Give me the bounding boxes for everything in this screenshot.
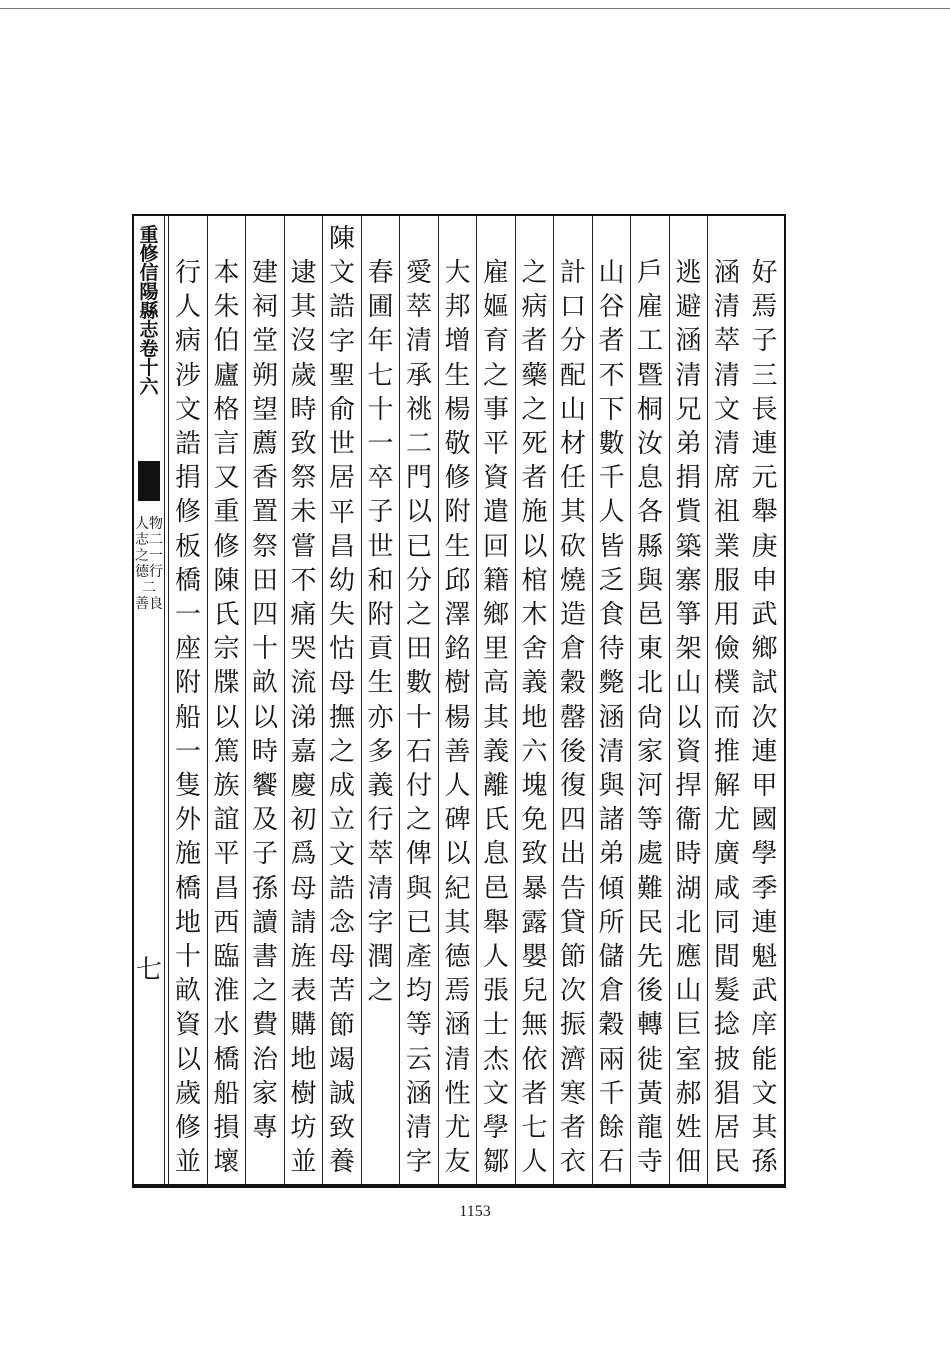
column-text: 本朱伯廬格言又重修陳氏宗牒以篤族誼平昌西臨淮水橋船損壞 — [213, 258, 240, 1178]
column-text: 涵清萃清文清席祖業服用儉樸而推解尤廣咸同間髮捻披猖居民 — [713, 258, 740, 1178]
fish-tail-marker — [138, 461, 160, 501]
text-column — [553, 216, 591, 1186]
column-text: 戶雇工暨桐汝息各縣與邑東北尙家河等處難民先後轉徙黃龍寺 — [636, 258, 663, 1178]
text-column — [707, 216, 745, 1186]
section-heading: 人物志二之一 德行二 善良 — [135, 516, 163, 612]
column-text: 好焉子三長連元舉庚申武鄉試次連甲國學季連魁武庠能文其孫 — [751, 258, 778, 1178]
column-text: 逮其沒歲時致祭未嘗不痛哭流涕嘉慶初爲母請旌表購地樹坊並 — [290, 258, 317, 1178]
column-text: 山谷者不下數千人皆乏食待斃涵清與諸弟傾所儲倉穀兩千餘石 — [598, 258, 625, 1178]
column-text: 大邦增生楊敬修附生邱澤銘樹楊善人碑以紀其德焉涵清性尤友 — [444, 258, 471, 1178]
column-text: 之病者藥之死者施以棺木舍義地六塊免致暴露嬰兒無依者七人 — [521, 258, 548, 1178]
column-text: 陳文誥字聖俞世居平昌幼失怙母撫之成立文誥念母苦節竭誠致養 — [328, 224, 355, 1178]
text-column — [630, 216, 668, 1186]
text-column — [322, 216, 360, 1186]
text-column — [284, 216, 322, 1186]
folio-number: 七 — [135, 955, 162, 985]
column-text: 雇嫗育之事平資遣回籍鄉里高其義離氏息邑舉人張士杰文學鄒 — [482, 258, 509, 1178]
column-text: 計口分配山材任其砍燒造倉穀罄後復四出告貸節次振濟寒者衣 — [559, 258, 586, 1178]
text-column — [245, 216, 283, 1186]
column-text: 行人病涉文誥捐修板橋一座附船一隻外施橋地十畝資以歲修並 — [174, 258, 201, 1178]
text-column — [592, 216, 630, 1186]
text-column — [207, 216, 245, 1186]
text-column — [361, 216, 399, 1186]
top-rule — [0, 8, 950, 9]
column-text: 愛萃清承祧二門以已分之田數十石付之俾與已產均等云涵清字 — [405, 258, 432, 1178]
text-column — [168, 216, 206, 1186]
margin-column — [134, 216, 165, 1186]
text-column — [438, 216, 476, 1186]
text-column — [476, 216, 514, 1186]
text-column — [515, 216, 553, 1186]
page-number: 1153 — [459, 1203, 491, 1220]
column-text: 建祠堂朔望薦香置祭田四十畝以 時饗及子孫讀書之費治家專 — [251, 258, 278, 1144]
book-title: 重修信陽縣志卷十六 — [139, 224, 159, 398]
text-column — [669, 216, 707, 1186]
column-text: 春圃年七十一卒子世和附貢生亦多義行萃清字潤之 — [367, 258, 394, 1007]
text-column — [399, 216, 437, 1186]
column-text: 逃避涵清兄弟捐貲築寨箏架山以資捍衞時湖北應山巨室郝姓佃 — [675, 258, 702, 1178]
text-column — [746, 216, 784, 1186]
